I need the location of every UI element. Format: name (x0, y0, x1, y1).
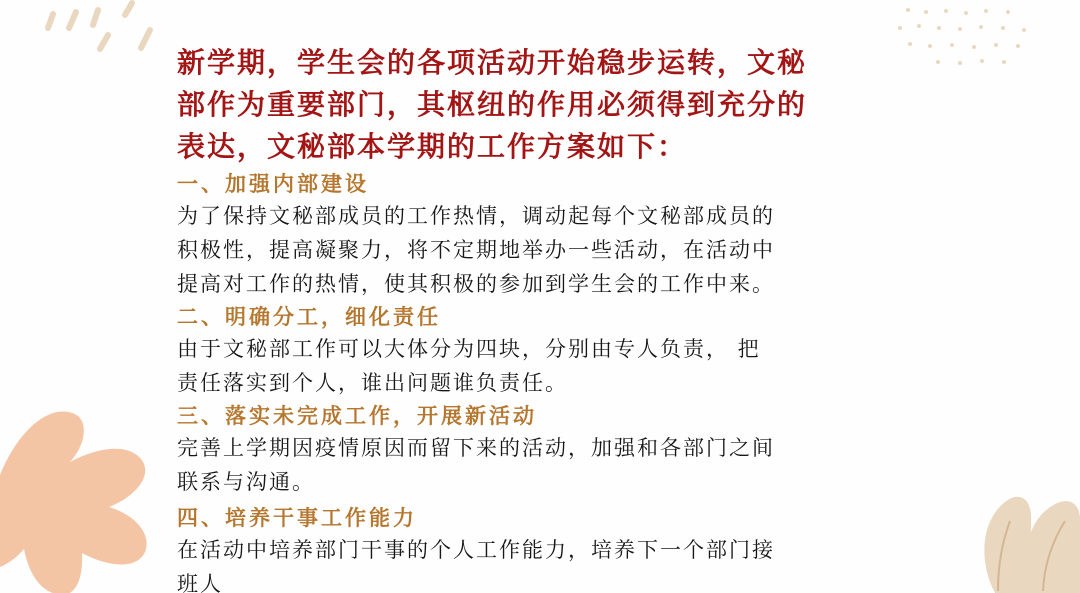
body-line: 在活动中培养部门干事的个人工作能力，培养下一个部门接 (177, 538, 775, 562)
top-right-dots-decoration (890, 0, 1080, 95)
body-line: 班人 (177, 572, 223, 593)
section-title-internal-building: 一、加强内部建设 (177, 171, 369, 196)
section-title-staff-ability: 四、培养干事工作能力 (177, 505, 417, 530)
body-line: 联系与沟通。 (177, 470, 315, 494)
section-body-internal-building (177, 199, 897, 301)
section-title-new-activities: 三、落实未完成工作，开展新活动 (177, 403, 537, 428)
body-line: 提高对工作的热情，使其积极的参加到学生会的工作中来。 (177, 272, 775, 296)
section-body-division-responsibility (177, 332, 897, 400)
body-line: 积极性，提高凝聚力，将不定期地举办一些活动，在活动中 (177, 238, 775, 262)
body-line: 责任落实到个人，谁出问题谁负责任。 (177, 371, 568, 395)
section-body-staff-ability (177, 533, 897, 593)
bottom-right-leaf-decoration (970, 473, 1080, 593)
intro-line: 表达，文秘部本学期的工作方案如下： (177, 130, 688, 163)
left-petal-decoration (0, 355, 170, 593)
intro-line: 新学期，学生会的各项活动开始稳步运转，文秘 (177, 46, 808, 79)
top-left-strokes-decoration (0, 0, 170, 70)
work-plan-content (177, 42, 897, 593)
body-line: 完善上学期因疫情原因而留下来的活动，加强和各部门之间 (177, 436, 775, 460)
section-title-division-responsibility: 二、明确分工，细化责任 (177, 304, 441, 329)
body-line: 由于文秘部工作可以大体分为四块，分别由专人负责， 把 (177, 337, 761, 361)
intro-line: 部作为重要部门，其枢纽的作用必须得到充分的 (177, 88, 808, 121)
intro-paragraph (177, 42, 897, 168)
section-body-new-activities (177, 431, 897, 499)
body-line: 为了保持文秘部成员的工作热情，调动起每个文秘部成员的 (177, 204, 775, 228)
